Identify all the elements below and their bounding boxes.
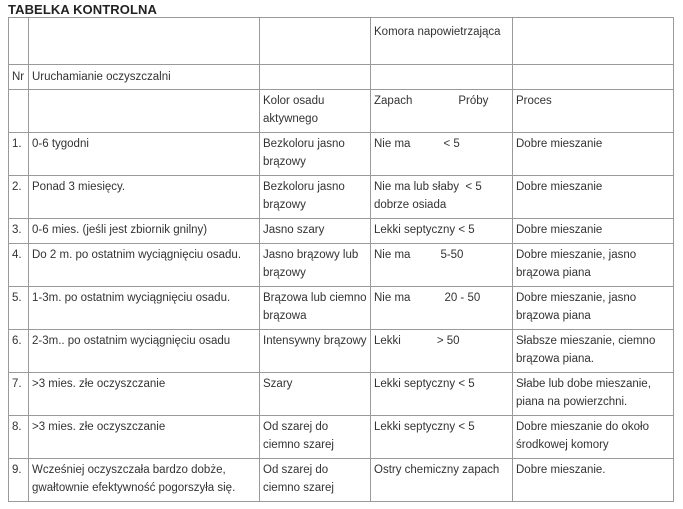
startup-cell: 0-6 tygodni bbox=[29, 133, 260, 176]
startup-cell: >3 mies. złe oczyszczanie bbox=[29, 373, 260, 416]
smell-header: Zapach bbox=[374, 95, 413, 107]
smell-tests-header bbox=[371, 90, 513, 133]
smell-cell bbox=[371, 176, 513, 219]
smell-cell bbox=[371, 287, 513, 330]
table-row bbox=[9, 176, 674, 219]
sludge-color-cell: Brązowa lub ciemno brązowa bbox=[260, 287, 371, 330]
smell-extra: dobrze osiada bbox=[374, 199, 447, 211]
tests-value: 5-50 bbox=[440, 249, 464, 261]
sludge-color-cell: Od szarej do ciemno szarej bbox=[260, 416, 371, 459]
startup-cell: Wcześniej oczyszczała bardzo dobże, gwałtownie efektywność pogorszyła się. bbox=[29, 459, 260, 502]
smell-cell bbox=[371, 133, 513, 176]
smell-value: Nie ma bbox=[374, 292, 411, 304]
smell-cell bbox=[371, 244, 513, 287]
smell-value: Ostry chemiczny zapach bbox=[374, 464, 500, 476]
process-cell: Dobre mieszanie bbox=[513, 219, 674, 244]
header-blank-cell bbox=[9, 18, 29, 65]
header-blank-cell bbox=[371, 65, 513, 90]
process-cell: Słabe lub dobe mieszanie, piana na powierzchni. bbox=[513, 373, 674, 416]
table-row bbox=[9, 219, 674, 244]
process-cell: Dobre mieszanie, jasno brązowa piana bbox=[513, 244, 674, 287]
chamber-header: Komora napowietrzająca bbox=[371, 18, 513, 65]
row-number: 7. bbox=[9, 373, 29, 416]
header-row-chamber bbox=[9, 18, 674, 65]
smell-cell bbox=[371, 459, 513, 502]
row-number: 1. bbox=[9, 133, 29, 176]
sludge-color-cell: Jasno brązowy lub brązowy bbox=[260, 244, 371, 287]
row-number: 9. bbox=[9, 459, 29, 502]
row-number: 3. bbox=[9, 219, 29, 244]
smell-cell bbox=[371, 373, 513, 416]
row-number: 6. bbox=[9, 330, 29, 373]
startup-cell: 1-3m. po ostatnim wyciągnięciu osadu. bbox=[29, 287, 260, 330]
process-cell: Dobre mieszanie bbox=[513, 176, 674, 219]
row-number: 2. bbox=[9, 176, 29, 219]
nr-header: Nr bbox=[9, 65, 29, 90]
smell-value: Lekki bbox=[374, 335, 401, 347]
startup-cell: Do 2 m. po ostatnim wyciągnięciu osadu. bbox=[29, 244, 260, 287]
header-blank-cell bbox=[29, 90, 260, 133]
sludge-color-cell: Jasno szary bbox=[260, 219, 371, 244]
tests-value: < 5 bbox=[443, 138, 460, 150]
sludge-color-cell: Bezkoloru jasno brązowy bbox=[260, 176, 371, 219]
table-row bbox=[9, 287, 674, 330]
row-number: 5. bbox=[9, 287, 29, 330]
tests-value: > 50 bbox=[436, 335, 460, 347]
process-cell: Dobre mieszanie. bbox=[513, 459, 674, 502]
sludge-color-cell: Od szarej do ciemno szarej bbox=[260, 459, 371, 502]
smell-cell bbox=[371, 330, 513, 373]
table-row bbox=[9, 133, 674, 176]
tests-header: Próby bbox=[458, 95, 489, 107]
smell-cell bbox=[371, 219, 513, 244]
sludge-color-cell: Bezkoloru jasno brązowy bbox=[260, 133, 371, 176]
startup-header: Uruchamianie oczyszczalni bbox=[29, 65, 260, 90]
header-blank-cell bbox=[9, 90, 29, 133]
row-number: 4. bbox=[9, 244, 29, 287]
tests-value: 20 - 50 bbox=[444, 292, 481, 304]
sludge-color-cell: Szary bbox=[260, 373, 371, 416]
tests-value: < 5 bbox=[458, 378, 475, 390]
smell-value: Lekki septyczny bbox=[374, 378, 456, 390]
header-row-startup bbox=[9, 65, 674, 90]
startup-cell: Ponad 3 miesięcy. bbox=[29, 176, 260, 219]
header-blank-cell bbox=[260, 65, 371, 90]
row-number: 8. bbox=[9, 416, 29, 459]
smell-value: Lekki septyczny bbox=[374, 224, 456, 236]
process-cell: Dobre mieszanie, jasno brązowa piana bbox=[513, 287, 674, 330]
sludge-color-cell: Intensywny brązowy bbox=[260, 330, 371, 373]
smell-value: Nie ma bbox=[374, 138, 411, 150]
tests-value: < 5 bbox=[465, 181, 482, 193]
sludge-color-header: Kolor osadu aktywnego bbox=[260, 90, 371, 133]
table-row bbox=[9, 330, 674, 373]
header-blank-cell bbox=[29, 18, 260, 65]
smell-value: Lekki septyczny bbox=[374, 421, 456, 433]
startup-cell: >3 mies. złe oczyszczanie bbox=[29, 416, 260, 459]
header-blank-cell bbox=[260, 18, 371, 65]
header-row-columns bbox=[9, 90, 674, 133]
startup-cell: 2-3m.. po ostatnim wyciągnięciu osadu bbox=[29, 330, 260, 373]
smell-value: Nie ma lub słaby bbox=[374, 181, 460, 193]
page-title: TABELKA KONTROLNA bbox=[8, 2, 158, 17]
process-cell: Dobre mieszanie do około środkowej komory bbox=[513, 416, 674, 459]
smell-value: Nie ma bbox=[374, 249, 411, 261]
table-row bbox=[9, 373, 674, 416]
table-row bbox=[9, 416, 674, 459]
process-cell: Słabsze mieszanie, ciemno brązowa piana. bbox=[513, 330, 674, 373]
header-blank-cell bbox=[513, 18, 674, 65]
smell-cell bbox=[371, 416, 513, 459]
startup-cell: 0-6 mies. (jeśli jest zbiornik gnilny) bbox=[29, 219, 260, 244]
tests-value: < 5 bbox=[458, 224, 475, 236]
table-row bbox=[9, 459, 674, 502]
process-cell: Dobre mieszanie bbox=[513, 133, 674, 176]
table-row bbox=[9, 244, 674, 287]
process-header: Proces bbox=[513, 90, 674, 133]
header-blank-cell bbox=[513, 65, 674, 90]
control-table bbox=[8, 17, 674, 502]
tests-value: < 5 bbox=[458, 421, 475, 433]
